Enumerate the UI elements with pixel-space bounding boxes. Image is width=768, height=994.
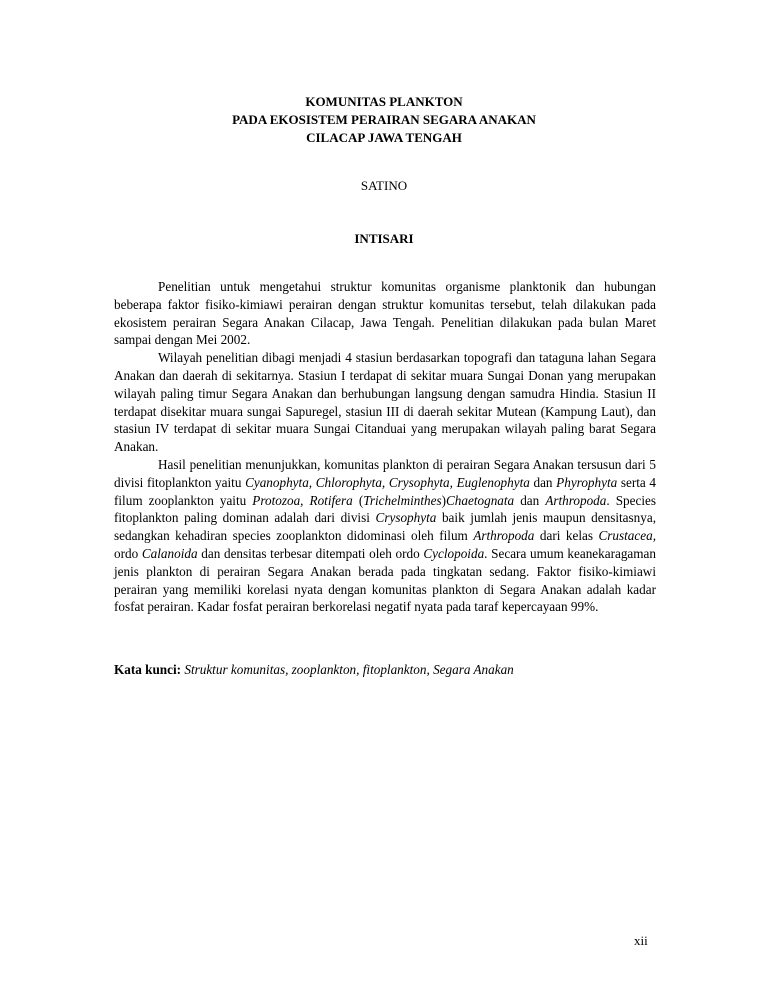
- italic-term: Trichelminthes: [363, 492, 442, 508]
- text-run: dan: [529, 474, 557, 490]
- italic-term: Arthropoda: [473, 528, 535, 544]
- abstract-heading: INTISARI: [354, 231, 414, 246]
- abstract-paragraph-2: Wilayah penelitian dibagi menjadi 4 stasiun berdasarkan topografi dan tataguna lahan Segara Anakan dan daerah di sekitarnya. Stasiun I terdapat di sekitar muara Sungai Donan yang merupakan wilayah paling timur Segara Anakan dan berhubungan langsung dengan samudra Hindia. Stasiun II terdapat disekitar muara sungai Sapuregel, stasiun III di daerah sekitar Mutean (Kampung Laut), dan stasiun IV terdapat di sekitar muara Sungai Citanduai yang merupakan wilayah paling barat Segara Anakan.: [114, 350, 656, 455]
- abstract-paragraph-1: Penelitian untuk mengetahui struktur komunitas organisme planktonik dan hubungan beberapa faktor fisiko-kimiawi perairan dengan struktur komunitas tersebut, telah dilakukan pada ekosistem perairan Segara Anakan Cilacap, Jawa Tengah. Penelitian dilakukan pada bulan Maret sampai dengan Mei 2002.: [114, 279, 656, 348]
- title-line-2: PADA EKOSISTEM PERAIRAN SEGARA ANAKAN: [232, 112, 536, 127]
- author-name: SATINO: [360, 178, 408, 193]
- text-run: dan: [514, 492, 546, 508]
- keywords-line: [114, 662, 656, 678]
- keywords-label: Kata kunci:: [114, 662, 182, 677]
- keywords-text: Struktur komunitas, zooplankton, fitoplankton, Segara Anakan: [184, 662, 514, 677]
- italic-term: Phyrophyta: [556, 474, 618, 490]
- italic-term: Calanoida: [141, 545, 198, 561]
- italic-term: Protozoa: [252, 492, 301, 508]
- text-run: (: [352, 492, 364, 508]
- text-run: . Secara umum keanekaragaman jenis plankton di perairan Segara Anakan berada pada tingkatan sedang. Faktor fisiko-kimiawi perairan yang memiliki korelasi nyata dengan komunitas plankton di Segara Anakan adalah kadar fosfat perairan. Kadar fosfat perairan berkorelasi negatif nyata pada taraf kepercayaan 99%.: [114, 545, 656, 615]
- italic-term: Chaetognata: [446, 492, 515, 508]
- italic-term: Cyanophyta, Chlorophyta, Crysophyta, Euglenophyta: [245, 474, 530, 490]
- text-run: baik jumlah jenis maupun densitasnya, sedangkan kehadiran species zooplankton didominasi oleh filum: [114, 510, 656, 544]
- italic-term: Cyclopoida: [423, 545, 485, 561]
- page-number: xii: [634, 933, 648, 948]
- italic-term: Arthropoda: [545, 492, 607, 508]
- italic-term: Rotifera: [309, 492, 353, 508]
- text-run: dan densitas terbesar ditempati oleh ordo: [197, 545, 424, 561]
- text-run: ): [441, 492, 447, 508]
- title-line-3: CILACAP JAWA TENGAH: [306, 130, 462, 145]
- abstract-paragraph-3: [114, 456, 656, 616]
- text-run: Hasil penelitian menunjukkan, komunitas plankton di perairan Segara Anakan tersusun dari 5 divisi fitoplankton yaitu: [114, 456, 656, 490]
- text-run: . Species fitoplankton paling dominan adalah dari divisi: [114, 492, 657, 526]
- italic-term: Crustacea,: [598, 528, 656, 544]
- italic-term: Crysophyta: [375, 510, 437, 526]
- text-run: ordo: [114, 545, 142, 561]
- title-line-1: KOMUNITAS PLANKTON: [305, 94, 463, 109]
- text-run: ,: [300, 492, 310, 508]
- text-run: serta 4 filum zooplankton yaitu: [114, 474, 656, 508]
- text-run: dari kelas: [534, 528, 599, 544]
- document-title: [0, 93, 768, 147]
- abstract-body: [114, 278, 656, 616]
